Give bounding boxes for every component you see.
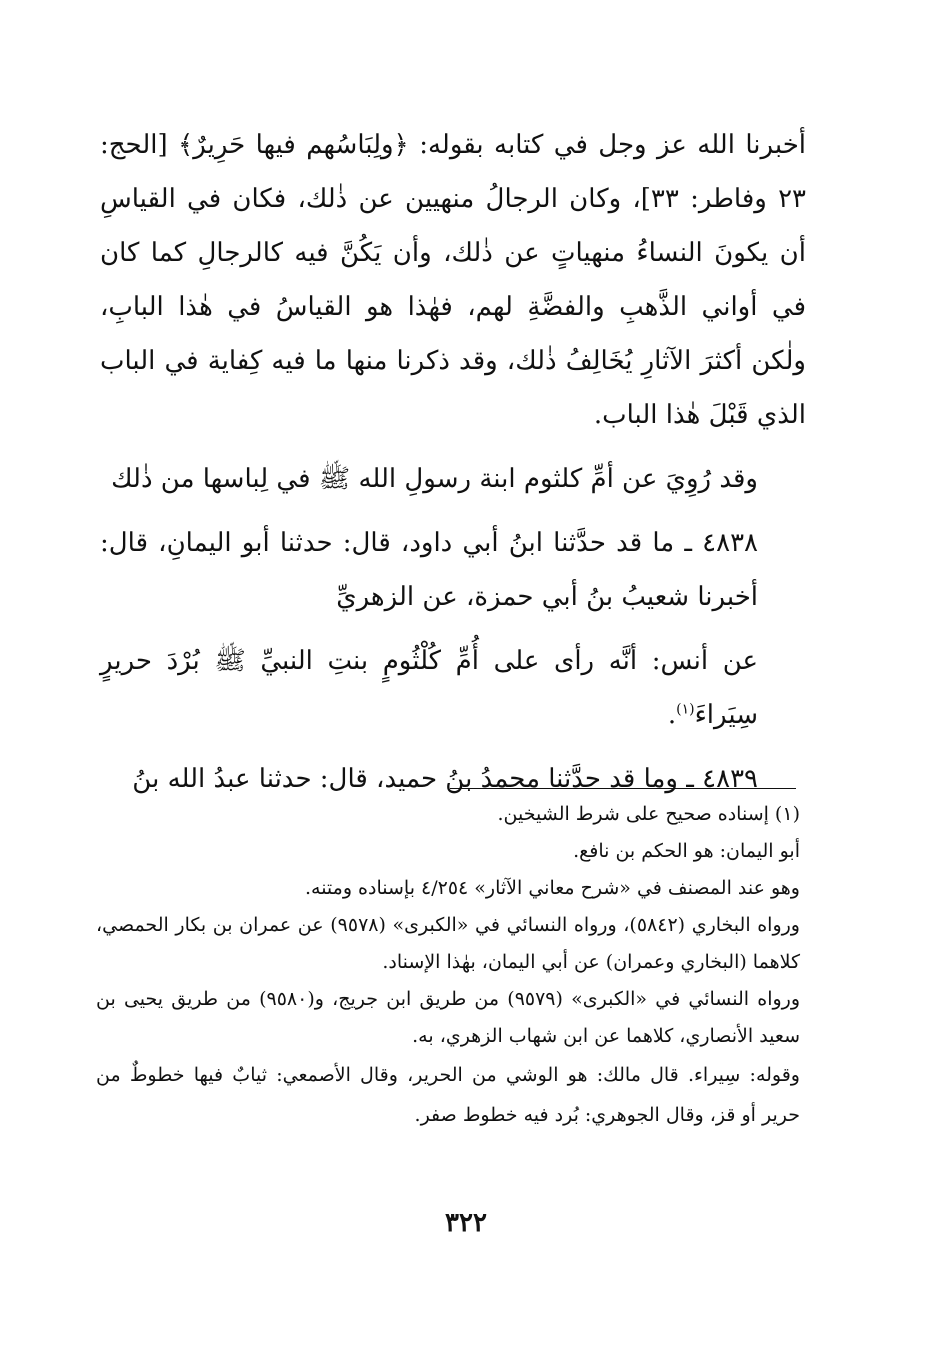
footnote-source: وهو عند المصنف في «شرح معاني الآثار» ٤/٢٥٤ بإسناده ومتنه. [304,877,800,899]
footnote-narrator: أبو اليمان: هو الحكم بن نافع. [573,840,800,862]
footnote-separator [450,788,796,789]
footnotes [96,796,800,1135]
paragraph-commentary: أخبرنا الله عز وجل في كتابه بقوله: ﴿ولِبَاسُهم فيها حَرِيرٌ﴾ [الحج: ٢٣ وفاطر: ٣٣]، وكان الرجالُ منهيين عن ذٰلك، فكان في القياسِ أن يكونَ النساءُ منهياتٍ عن ذٰلك، وأن يَكُنَّ فيه كالرجالِ كما كان في أواني الذَّهبِ والفضَّةِ لهم، فهٰذا هو القياسُ في هٰذا البابِ، ولٰكن أكثرَ الآثارِ يُخَالِفُ ذٰلك، وقد ذكرنا منها ما فيه كِفاية في الباب الذي قَبْلَ هٰذا الباب. [100,130,806,430]
footnote-siyara: وقوله: سِيراء. قال مالك: هو الوشي من الحرير، وقال الأصمعي: ثيابٌ فيها خطوطٌ من حرير أو قز، وقال الجوهري: بُرد فيه خطوط صفر. [96,1064,800,1126]
hadith-4838-chain: ٤٨٣٨ ـ ما قد حدَّثنا ابنُ أبي داود، قال: حدثنا أبو اليمانِ، قال: أخبرنا شعيبُ بنُ أبي حمزة، عن الزهريِّ [100,528,758,612]
main-text [100,118,806,806]
hadith-4838-text [100,634,806,742]
paragraph-narration-intro: وقد رُوِيَ عن أمِّ كلثوم ابنة رسولِ الله ﷺ في لِباسها من ذٰلك [111,464,758,494]
hadith-4839-chain: ٤٨٣٩ ـ وما قد حدَّثنا محمدُ بنُ حميد، قال: حدثنا عبدُ الله بنُ [132,764,758,794]
footnote-ref: (١) [676,701,695,718]
page-number: ٣٢٢ [445,1208,487,1238]
footnote-bukhari: ورواه البخاري (٥٨٤٢)، ورواه النسائي في «الكبرى» (٩٥٧٨) عن عمران بن بكار الحمصي، كلاهما (البخاري وعمران) عن أبي اليمان، بهٰذا الإسناد. [96,914,800,973]
hadith-text: عن أنس: أنَّه رأى على أُمِّ كُلْثُومٍ بنتِ النبيِّ ﷺ بُرْدَ حريرٍ سِيَراءَ [100,646,758,730]
footnote-nasai: ورواه النسائي في «الكبرى» (٩٥٧٩) من طريق ابن جريج، و(٩٥٨٠) من طريق يحيى بن سعيد الأنصاري، كلاهما عن ابن شهاب الزهري، به. [96,988,800,1047]
hadith-end: . [667,700,677,730]
footnote-1: (١) إسناده صحيح على شرط الشيخين. [497,803,800,825]
